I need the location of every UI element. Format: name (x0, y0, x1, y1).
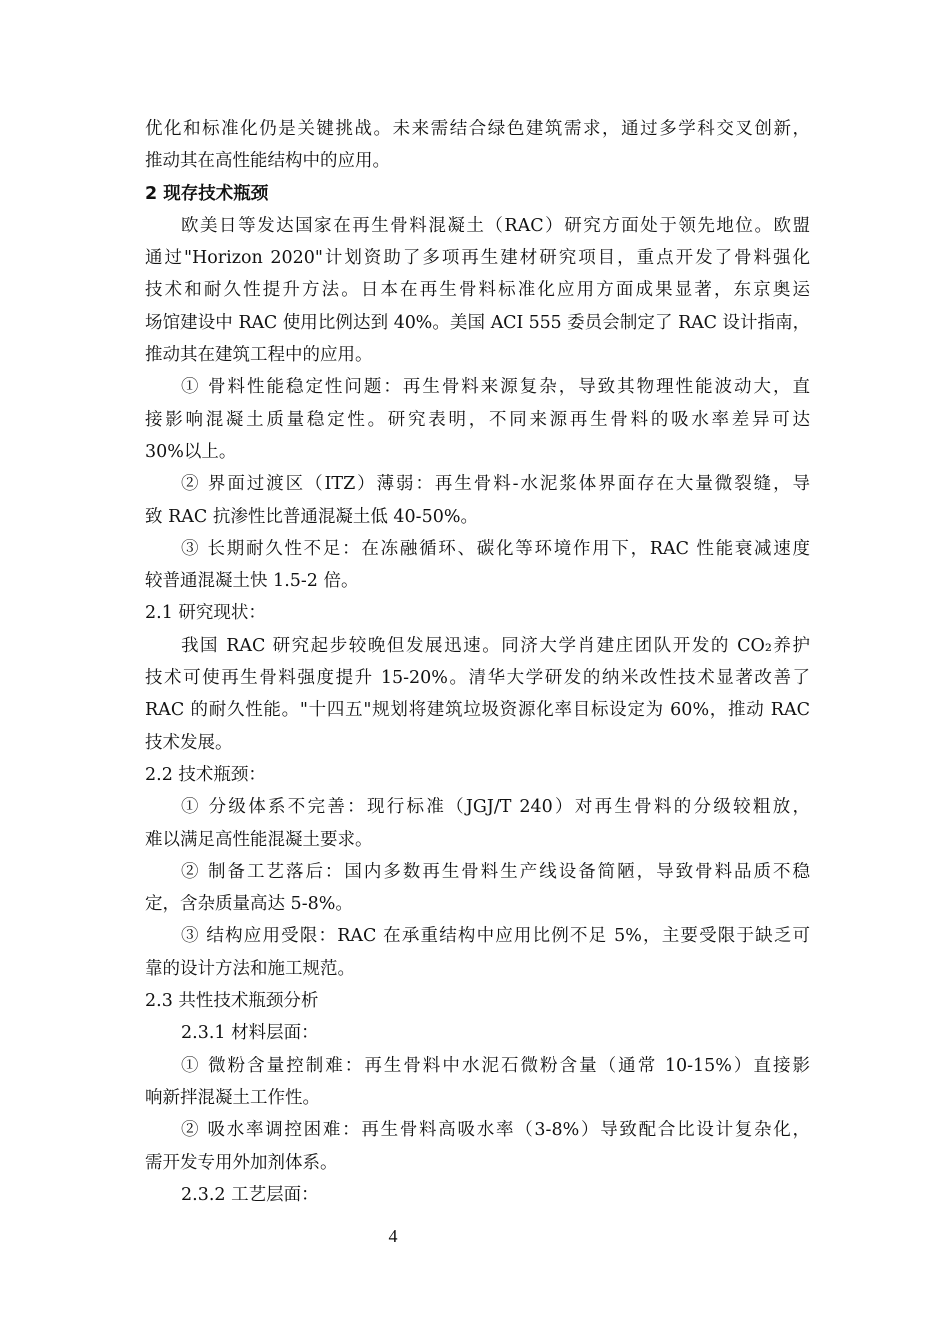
text-line: ③ 长期耐久性不足：在冻融循环、碳化等环境作用下，RAC 性能衰减速度 (181, 538, 810, 559)
text-line: 我国 RAC 研究起步较晚但发展迅速。同济大学肖建庄团队开发的 CO₂养护 (181, 635, 810, 656)
text-line: ① 微粉含量控制难：再生骨料中水泥石微粉含量（通常 10-15%）直接影 (181, 1055, 810, 1076)
text-line: 靠的设计方法和施工规范。 (145, 958, 355, 979)
text-line: 需开发专用外加剂体系。 (145, 1152, 338, 1173)
text-line: 技术可使再生骨料强度提升 15-20%。清华大学研发的纳米改性技术显著改善了 (145, 668, 810, 689)
text-line: 推动其在高性能结构中的应用。 (145, 151, 390, 172)
text-line: ② 界面过渡区（ITZ）薄弱：再生骨料-水泥浆体界面存在大量微裂缝，导 (181, 474, 810, 495)
page-number: 4 (388, 1226, 398, 1246)
text-line: 30%以上。 (145, 441, 237, 462)
text-line: 2.3.1 材料层面： (181, 1023, 319, 1044)
text-line: 2.3.2 工艺层面： (181, 1184, 319, 1205)
text-line: 通过"Horizon 2020"计划资助了多项再生建材研究项目，重点开发了骨料强化 (145, 248, 810, 269)
text-line: 定，含杂质量高达 5-8%。 (145, 894, 353, 915)
page-body-text (145, 113, 810, 1211)
text-line: 优化和标准化仍是关键挑战。未来需结合绿色建筑需求，通过多学科交叉创新， (145, 119, 810, 139)
text-line: 接影响混凝土质量稳定性。研究表明，不同来源再生骨料的吸水率差异可达 (145, 409, 810, 430)
text-line: 响新拌混凝土工作性。 (145, 1087, 320, 1108)
text-line: 较普通混凝土快 1.5-2 倍。 (145, 571, 359, 592)
text-line: 技术发展。 (145, 732, 233, 753)
text-line: 场馆建设中 RAC 使用比例达到 40%。美国 ACI 555 委员会制定了 RAC 设计指南， (145, 312, 810, 333)
section-heading: 2 现存技术瓶颈 (145, 183, 269, 204)
text-line: 2.2 技术瓶颈： (145, 764, 266, 785)
text-line: ② 制备工艺落后：国内多数再生骨料生产线设备简陋，导致骨料品质不稳 (181, 861, 810, 882)
text-line: ② 吸水率调控困难：再生骨料高吸水率（3-8%）导致配合比设计复杂化， (181, 1120, 810, 1141)
text-line: 2.1 研究现状： (145, 603, 266, 624)
text-line: 欧美日等发达国家在再生骨料混凝土（RAC）研究方面处于领先地位。欧盟 (181, 215, 810, 236)
text-line: ③ 结构应用受限：RAC 在承重结构中应用比例不足 5%，主要受限于缺乏可 (181, 926, 810, 947)
text-line: ① 分级体系不完善：现行标准（JGJ/T 240）对再生骨料的分级较粗放， (181, 797, 810, 818)
text-line: ① 骨料性能稳定性问题：再生骨料来源复杂，导致其物理性能波动大，直 (181, 377, 810, 398)
text-line: 推动其在建筑工程中的应用。 (145, 345, 373, 366)
text-line: RAC 的耐久性能。"十四五"规划将建筑垃圾资源化率目标设定为 60%，推动 RAC (145, 700, 810, 721)
text-line: 致 RAC 抗渗性比普通混凝土低 40-50%。 (145, 506, 478, 527)
text-line: 2.3 共性技术瓶颈分析 (145, 991, 319, 1012)
text-line: 技术和耐久性提升方法。日本在再生骨料标准化应用方面成果显著，东京奥运 (145, 280, 810, 301)
text-line: 难以满足高性能混凝土要求。 (145, 829, 373, 850)
